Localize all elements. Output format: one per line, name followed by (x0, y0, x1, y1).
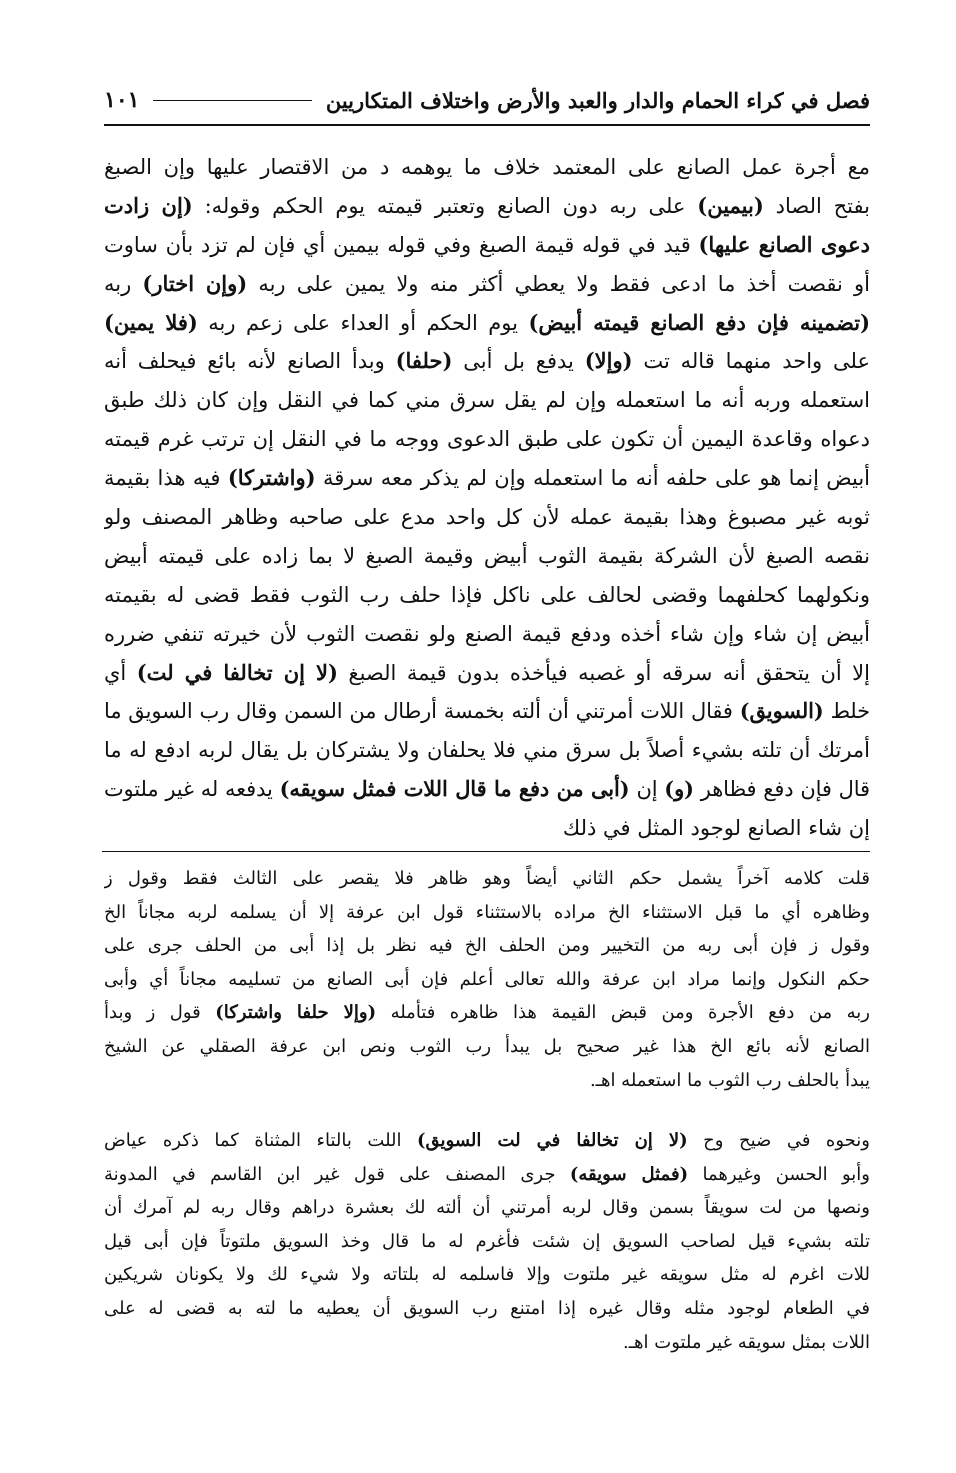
text-line: أمرتك أن تلته بشيء أصلاً بل سرق مني فلا يحلفان ولا يشتركان بل يقال لربه ادفع له ما (104, 738, 870, 763)
footnote-line: تلته بشيء قيل لصاحب السويق إن شئت فأغرم له ما قال وخذ السويق ملتوتاً فإن أبى قيل (104, 1230, 870, 1252)
footnote-line: يبدأ بالحلف رب الثوب ما استعمله اهـ. (589, 1069, 870, 1091)
footnote-line: وظاهره أي ما قبل الاستثناء الخ مراده بالاستثناء قول ابن عرفة إلا أن يسلمه لربه مجاناً الخ (104, 901, 870, 923)
text-line: بفتح الصاد (بيمين) على ربه دون الصانع وتعتبر قيمته يوم الحكم وقوله: (إن زادت (104, 192, 870, 218)
text-line: قال فإن دفع فظاهر (و) إن (أبى من دفع ما قال اللات فمثل سويقه) يدفعه له غير ملتوت (104, 777, 870, 802)
text-line: أبيض إنما هو على حلفه أنه ما استعمله وإن لم يذكر معه سرقة (واشتركا) فيه هذا بقيمة (104, 465, 870, 491)
text-line: أبيض إن شاء وإن شاء أخذه ودفع قيمة الصنع ولو نقصت الثوب لأن خيرته تنفي ضرره (104, 621, 870, 646)
footnote-line: وأبو الحسن وغيرهما (فمثل سويقه) جرى المصنف على قول غير ابن القاسم في المدونة (104, 1163, 870, 1185)
footnote-line: الصانع لأنه بائع الخ هذا غير صحيح بل يبدأ رب الثوب ونص ابن عرفة الصقلي عن الشيخ (104, 1035, 870, 1057)
page-number: ١٠١ (104, 87, 140, 113)
chapter-title: فصل في كراء الحمام والدار والعبد والأرض واختلاف المتكاريين (325, 87, 870, 113)
footnote-line: ربه من دفع الأجرة ومن قبض القيمة هذا ظاهره فتأمله (وإلا حلفا واشتركا) قول ز وبدأ (104, 1002, 870, 1024)
footnote-line: ونصها من لت سويقاً بسمن وقال لربه أمرتني أن ألته لك بعشرة دراهم وقال ربه لم آمرك أن (104, 1197, 870, 1219)
footnote-line: اللات بمثل سويقه غير ملتوت اهـ. (623, 1331, 870, 1353)
footnote-line: في الطعام لوجود مثله وقال غيره إذا امتنع رب السويق أن يعطيه ما لته به قضى له على (104, 1297, 870, 1319)
text-line: مع أجرة عمل الصانع على المعتمد خلاف ما يوهمه د من الاقتصار عليها وإن الصبغ (104, 155, 870, 179)
footnote-paragraph-1 (104, 862, 870, 1097)
text-line: خلط (السويق) فقال اللات أمرتني أن ألته بخمسة أرطال من السمن وقال رب السويق ما (104, 699, 870, 724)
text-line: (تضمينه فإن دفع الصانع قيمته أبيض) يوم الحكم أو العداء على زعم ربه (فلا يمين) (104, 309, 870, 335)
text-line: إلا أن يتحقق أنه سرقه أو غصبه فيأخذه بدون قيمة الصبغ (لا إن تخالفا في لت) أي (104, 659, 870, 685)
footnote-paragraph-2 (104, 1124, 870, 1359)
header-divider (104, 124, 870, 126)
footnote-separator (102, 851, 870, 852)
text-line: أو نقصت أخذ ما ادعى فقط ولا يعطي أكثر منه ولا يمين على ربه (وإن اختار) ربه (104, 270, 870, 296)
footnote-line: للات اغرم له مثل سويقه غير ملتوت وإلا فاسلمه له بلتاته ولا شيء لك ولا يكونان شريكين (104, 1264, 870, 1286)
footnote-line: حكم النكول وإنما مراد ابن عرفة والله تعالى أعلم فإن أبى الصانع من تسليمه مجاناً أي وأبى (104, 968, 870, 990)
text-line: على واحد منهما قاله تت (وإلا) يدفع بل أبى (حلفا) وبدأ الصانع لأنه بائع فيحلف أنه (104, 348, 870, 374)
footnote-line: ونحوه في ضيح وح (لا إن تخالفا في لت السويق) اللت بالتاء المثناة كما ذكره عياض (104, 1130, 870, 1151)
main-text (104, 148, 870, 848)
text-line: استعمله وربه أنه ما استعمله وإن لم يقل سرق مني كما في النقل وإن كان ذلك طبق (104, 388, 870, 413)
text-line: ثوبه غير مصبوغ وهذا بقيمة عمله لأن كل واحد مدع على صاحبه وظاهر المصنف ولو (104, 505, 870, 530)
text-line: دعوى الصانع عليها) قيد في قوله قيمة الصبغ وفي قوله بيمين أي فإن لم تزد بأن ساوت (104, 231, 870, 257)
header-rule (153, 100, 311, 101)
running-header (104, 80, 870, 120)
text-line: إن شاء الصانع لوجود المثل في ذلك (562, 816, 870, 841)
text-line: ونكولهما كحلفهما وقضى لحالف على ناكل فإذا حلف رب الثوب فقط قضى له بقيمته (104, 582, 870, 607)
text-line: دعواه وقاعدة اليمين أن تكون على طبق الدعوى ووجه ما في النقل إن ترتب غرم قيمته (104, 427, 870, 452)
footnote-line: قلت كلامه آخراً يشمل حكم الثاني أيضاً وهو ظاهر فلا يقصر على الثالث فقط وقول ز (104, 868, 870, 889)
text-line: نقصه الصبغ لأن الشركة بقيمة الثوب أبيض وقيمة الصبغ لا بما زاده على قيمته أبيض (104, 543, 870, 568)
footnote-line: وقول ز فإن أبى ربه من التخيير ومن الحلف الخ فيه نظر بل إذا أبى من الحلف جرى على (104, 935, 870, 957)
